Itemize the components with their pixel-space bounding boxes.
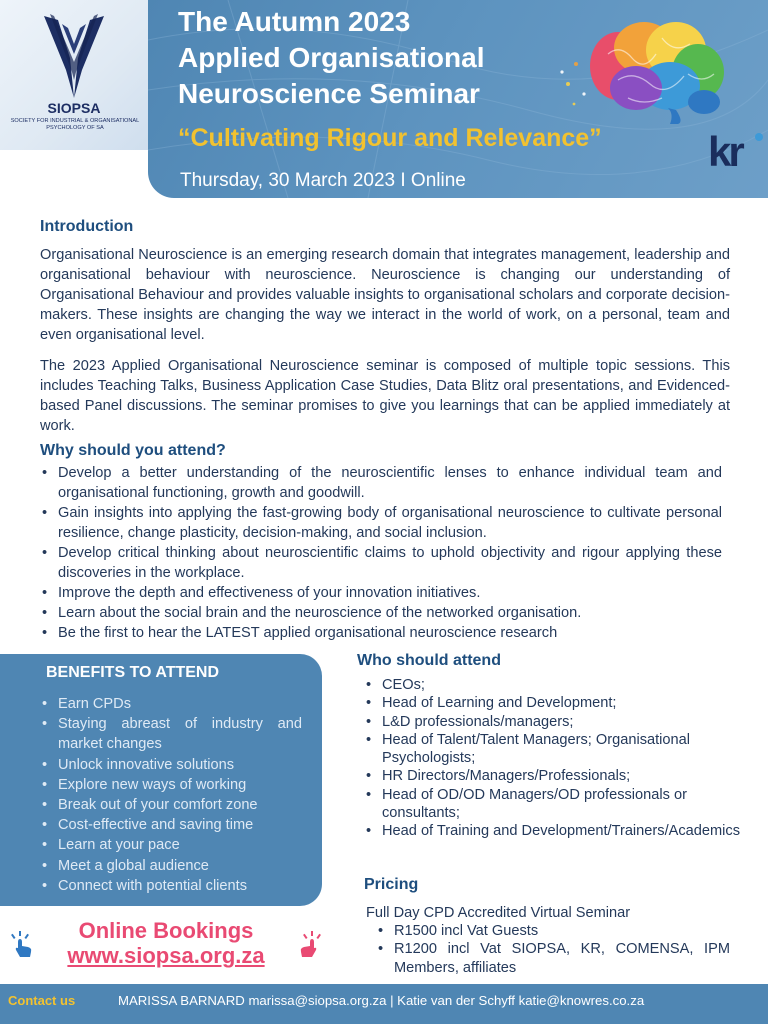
list-item: • Head of Learning and Development; [364, 694, 744, 712]
list-item: • Unlock innovative solutions [40, 755, 302, 775]
price-item: • R1500 incl Vat Guests [378, 922, 730, 940]
click-hand-icon [8, 930, 38, 960]
title-line-3: Neuroscience Seminar [178, 78, 480, 109]
title-line-2: Applied Organisational [178, 42, 485, 73]
kr-partner-logo: kr [708, 128, 742, 175]
list-item: • Be the first to hear the LATEST applied organisational neuroscience research [40, 623, 722, 643]
list-item: • CEOs; [364, 676, 744, 694]
list-item: • Gain insights into applying the fast-growing body of organisational neuroscience to cultivate personal resilience, change plasticity, decision-making, and social inclusion. [40, 503, 722, 543]
list-item: • Cost-effective and saving time [40, 815, 302, 835]
introduction-paragraph-2: The 2023 Applied Organisational Neuroscience seminar is composed of multiple topic sessions. This includes Teaching Talks, Business Application Case Studies, Data Blitz oral presentations, and Evidenced-based Panel discussions. The seminar promises to give you learnings that can be applied immediately at work. [40, 358, 730, 434]
pricing-heading: Pricing [364, 876, 419, 893]
contact-label: Contact us [8, 993, 76, 1008]
list-item: • Explore new ways of working [40, 775, 302, 795]
introduction-paragraph-1: Organisational Neuroscience is an emerging research domain that integrates management, leadership and organisational behaviour with neuroscience. Neuroscience is changing our understanding of Organisational Behaviour and provides valuable insights to organisational scholars and corporate decision-makers. These insights are changing the way we interact in the world of work, on a personal, team and even organisational level. [40, 247, 730, 343]
list-item: • Break out of your comfort zone [40, 795, 302, 815]
pricing-intro: Full Day CPD Accredited Virtual Seminar [366, 905, 631, 921]
click-hand-icon [294, 930, 324, 960]
price-item: • R1200 incl Vat SIOPSA, KR, COMENSA, IPM Members, affiliates [378, 940, 730, 977]
who-attend-heading: Who should attend [357, 652, 501, 669]
logo-subtitle: SOCIETY FOR INDUSTRIAL & ORGANISATIONAL PSYCHOLOGY OF SA [10, 118, 140, 131]
list-item: • Staying abreast of industry and market changes [40, 714, 302, 754]
list-item: • Connect with potential clients [40, 876, 302, 896]
list-item: • HR Directors/Managers/Professionals; [364, 767, 744, 785]
hero-banner [148, 0, 768, 198]
contact-details: MARISSA BARNARD marissa@siopsa.org.za | Katie van der Schyff katie@knowres.co.za [118, 993, 645, 1008]
seminar-title [178, 4, 484, 112]
list-item: • Improve the depth and effectiveness of your innovation initiatives. [40, 583, 722, 603]
list-item: • Head of Training and Development/Trainers/Academics [364, 822, 744, 840]
seminar-date: Thursday, 30 March 2023 I Online [180, 170, 466, 191]
benefits-list [40, 694, 302, 896]
list-item: • Earn CPDs [40, 694, 302, 714]
list-item: • L&D professionals/managers; [364, 713, 744, 731]
colorful-brain-icon [558, 14, 738, 124]
pricing-list [378, 922, 730, 977]
online-bookings-title: Online Bookings [78, 918, 254, 943]
logo-name: SIOPSA [47, 100, 101, 116]
list-item: • Head of Talent/Talent Managers; Organisational Psychologists; [364, 731, 744, 768]
benefits-panel [0, 654, 322, 906]
title-line-1: The Autumn 2023 [178, 6, 411, 37]
list-item: • Develop a better understanding of the neuroscientific lenses to enhance individual team and organisational functioning, growth and goodwill. [40, 463, 722, 503]
seminar-tagline: “Cultivating Rigour and Relevance” [178, 124, 602, 152]
who-attend-list [364, 676, 744, 841]
why-attend-heading: Why should you attend? [40, 442, 226, 459]
why-attend-list [40, 463, 722, 643]
siopsa-logo [0, 0, 148, 150]
list-item: • Meet a global audience [40, 856, 302, 876]
contact-footer [0, 984, 768, 1024]
list-item: • Head of OD/OD Managers/OD professionals or consultants; [364, 786, 744, 823]
list-item: • Learn at your pace [40, 835, 302, 855]
siopsa-emblem-icon [36, 10, 112, 100]
kr-logo-accent-icon [754, 132, 764, 142]
list-item: • Develop critical thinking about neuroscientific claims to uphold objectivity and rigour applying these discoveries in the workplace. [40, 543, 722, 583]
list-item: • Learn about the social brain and the neuroscience of the networked organisation. [40, 603, 722, 623]
benefits-heading: BENEFITS TO ATTEND [46, 664, 220, 681]
booking-website-link[interactable]: www.siopsa.org.za [67, 943, 265, 968]
introduction-heading: Introduction [40, 218, 134, 235]
